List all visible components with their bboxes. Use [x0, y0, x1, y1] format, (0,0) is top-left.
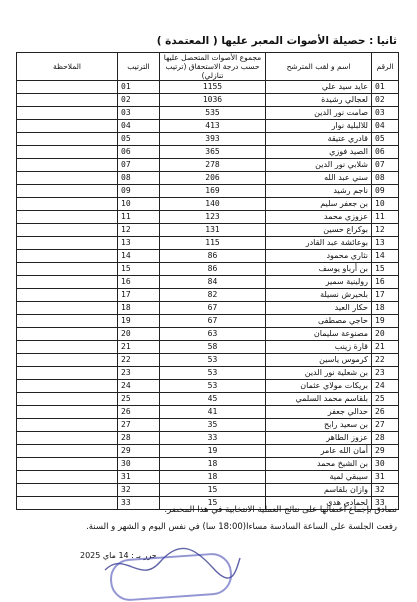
- note-cell: [17, 120, 118, 133]
- table-row: [17, 328, 399, 341]
- vote-count: 18: [160, 471, 266, 484]
- note-cell: [17, 445, 118, 458]
- table-row: [17, 419, 399, 432]
- row-number: 21: [372, 341, 399, 354]
- note-cell: [17, 458, 118, 471]
- table-row: [17, 471, 399, 484]
- vote-count: 53: [160, 354, 266, 367]
- row-number: 29: [372, 445, 399, 458]
- candidate-name: مصنوعة سليمان: [266, 328, 372, 341]
- row-number: 30: [372, 458, 399, 471]
- vote-count: 15: [160, 484, 266, 497]
- vote-count: 19: [160, 445, 266, 458]
- rank-value: 09: [118, 185, 160, 198]
- candidate-name: بوعائشة عبد القادر: [266, 237, 372, 250]
- row-number: 22: [372, 354, 399, 367]
- vote-count: 45: [160, 393, 266, 406]
- vote-count: 41: [160, 406, 266, 419]
- note-cell: [17, 302, 118, 315]
- rank-value: 03: [118, 107, 160, 120]
- row-number: 11: [372, 211, 399, 224]
- note-cell: [17, 159, 118, 172]
- rank-value: 19: [118, 315, 160, 328]
- table-row: [17, 146, 399, 159]
- row-number: 10: [372, 198, 399, 211]
- vote-count: 67: [160, 302, 266, 315]
- candidate-name: سيبقي لمية: [266, 471, 372, 484]
- table-row: [17, 198, 399, 211]
- table-row: [17, 276, 399, 289]
- rank-value: 12: [118, 224, 160, 237]
- note-cell: [17, 198, 118, 211]
- table-row: [17, 406, 399, 419]
- header-num: الرقم: [372, 53, 399, 81]
- candidate-name: سني عبد الله: [266, 172, 372, 185]
- table-row: [17, 263, 399, 276]
- table-row: [17, 445, 399, 458]
- note-cell: [17, 393, 118, 406]
- candidate-name: عزوزي محمد: [266, 211, 372, 224]
- header-note: الملاحظة: [17, 53, 118, 81]
- vote-count: 1155: [160, 81, 266, 94]
- vote-count: 18: [160, 458, 266, 471]
- table-row: [17, 237, 399, 250]
- rank-value: 08: [118, 172, 160, 185]
- candidate-name: بن الشيخ محمد: [266, 458, 372, 471]
- candidate-name: بن جعفر سليم: [266, 198, 372, 211]
- table-row: [17, 315, 399, 328]
- rank-value: 23: [118, 367, 160, 380]
- candidate-name: حدالي جعفر: [266, 406, 372, 419]
- vote-count: 58: [160, 341, 266, 354]
- rank-value: 17: [118, 289, 160, 302]
- row-number: 13: [372, 237, 399, 250]
- row-number: 25: [372, 393, 399, 406]
- row-number: 14: [372, 250, 399, 263]
- note-cell: [17, 315, 118, 328]
- official-stamp-icon: [109, 552, 234, 602]
- table-row: [17, 81, 399, 94]
- note-cell: [17, 276, 118, 289]
- table-row: [17, 380, 399, 393]
- rank-value: 20: [118, 328, 160, 341]
- date-line: حرر بـ : 14 ماي 2025: [80, 551, 157, 560]
- row-number: 07: [372, 159, 399, 172]
- note-cell: [17, 419, 118, 432]
- rank-value: 26: [118, 406, 160, 419]
- row-number: 27: [372, 419, 399, 432]
- vote-count: 15: [160, 497, 266, 510]
- row-number: 24: [372, 380, 399, 393]
- vote-count: 86: [160, 250, 266, 263]
- candidate-name: عزوز الطاهر: [266, 432, 372, 445]
- table-row: [17, 120, 399, 133]
- rank-value: 14: [118, 250, 160, 263]
- candidate-name: للالبلية نوار: [266, 120, 372, 133]
- candidate-name: بلقاسم محمد السلمي: [266, 393, 372, 406]
- footer-approval: نصادق بإجماع أعضائها على نتائج العملية الانتخابية في هذا المحضر.: [164, 505, 397, 515]
- table-row: [17, 224, 399, 237]
- rank-value: 21: [118, 341, 160, 354]
- row-number: 19: [372, 315, 399, 328]
- row-number: 06: [372, 146, 399, 159]
- row-number: 33: [372, 497, 399, 510]
- row-number: 23: [372, 367, 399, 380]
- rank-value: 10: [118, 198, 160, 211]
- row-number: 12: [372, 224, 399, 237]
- rank-value: 04: [118, 120, 160, 133]
- vote-count: 84: [160, 276, 266, 289]
- table-row: [17, 94, 399, 107]
- table-row: [17, 185, 399, 198]
- candidate-name: كرموس ياسين: [266, 354, 372, 367]
- vote-count: 53: [160, 380, 266, 393]
- row-number: 17: [372, 289, 399, 302]
- candidate-name: أمان الله عامر: [266, 445, 372, 458]
- table-row: [17, 393, 399, 406]
- note-cell: [17, 432, 118, 445]
- header-rank: الترتيب: [118, 53, 160, 81]
- candidate-name: ناجم رشيد: [266, 185, 372, 198]
- table-row: [17, 432, 399, 445]
- table-row: [17, 341, 399, 354]
- rank-value: 25: [118, 393, 160, 406]
- row-number: 15: [372, 263, 399, 276]
- note-cell: [17, 211, 118, 224]
- rank-value: 29: [118, 445, 160, 458]
- note-cell: [17, 224, 118, 237]
- note-cell: [17, 107, 118, 120]
- rank-value: 31: [118, 471, 160, 484]
- row-number: 01: [372, 81, 399, 94]
- note-cell: [17, 471, 118, 484]
- votes-table: [16, 52, 399, 510]
- vote-count: 140: [160, 198, 266, 211]
- row-number: 05: [372, 133, 399, 146]
- row-number: 08: [372, 172, 399, 185]
- note-cell: [17, 263, 118, 276]
- candidate-name: بن أرباو يوسف: [266, 263, 372, 276]
- row-number: 16: [372, 276, 399, 289]
- table-row: [17, 159, 399, 172]
- candidate-name: الصيد فوزي: [266, 146, 372, 159]
- rank-value: 15: [118, 263, 160, 276]
- candidate-name: وازان بلقاسم: [266, 484, 372, 497]
- vote-count: 86: [160, 263, 266, 276]
- rank-value: 33: [118, 497, 160, 510]
- candidate-name: نثاري محمود: [266, 250, 372, 263]
- rank-value: 05: [118, 133, 160, 146]
- rank-value: 22: [118, 354, 160, 367]
- row-number: 18: [372, 302, 399, 315]
- table-row: [17, 458, 399, 471]
- table-row: [17, 302, 399, 315]
- note-cell: [17, 94, 118, 107]
- note-cell: [17, 406, 118, 419]
- note-cell: [17, 146, 118, 159]
- row-number: 20: [372, 328, 399, 341]
- note-cell: [17, 497, 118, 510]
- candidate-name: بلحيرش نسيلة: [266, 289, 372, 302]
- table-row: [17, 289, 399, 302]
- vote-count: 131: [160, 224, 266, 237]
- rank-value: 28: [118, 432, 160, 445]
- note-cell: [17, 328, 118, 341]
- vote-count: 67: [160, 315, 266, 328]
- table-row: [17, 107, 399, 120]
- vote-count: 82: [160, 289, 266, 302]
- note-cell: [17, 354, 118, 367]
- candidate-name: بريكات مولاي عثمان: [266, 380, 372, 393]
- vote-count: 33: [160, 432, 266, 445]
- row-number: 03: [372, 107, 399, 120]
- rank-value: 11: [118, 211, 160, 224]
- vote-count: 413: [160, 120, 266, 133]
- note-cell: [17, 172, 118, 185]
- note-cell: [17, 341, 118, 354]
- table-row: [17, 484, 399, 497]
- table-row: [17, 172, 399, 185]
- rank-value: 30: [118, 458, 160, 471]
- candidate-name: قارة زينب: [266, 341, 372, 354]
- header-name: اسم و لقب المترشح: [266, 53, 372, 81]
- table-row: [17, 367, 399, 380]
- candidate-name: لعجالي رشيدة: [266, 94, 372, 107]
- vote-count: 365: [160, 146, 266, 159]
- note-cell: [17, 133, 118, 146]
- note-cell: [17, 250, 118, 263]
- note-cell: [17, 237, 118, 250]
- note-cell: [17, 185, 118, 198]
- candidate-name: شلابي نور الدين: [266, 159, 372, 172]
- vote-count: 35: [160, 419, 266, 432]
- rank-value: 07: [118, 159, 160, 172]
- rank-value: 01: [118, 81, 160, 94]
- section-heading: ثانيا : حصيلة الأصوات المعبر عليها ( المعتمدة ): [156, 35, 397, 47]
- note-cell: [17, 484, 118, 497]
- candidate-name: صامت نور الدين: [266, 107, 372, 120]
- candidate-name: بن سعيد رابح: [266, 419, 372, 432]
- vote-count: 278: [160, 159, 266, 172]
- row-number: 26: [372, 406, 399, 419]
- table-body: [17, 81, 399, 510]
- vote-count: 169: [160, 185, 266, 198]
- table-row: [17, 354, 399, 367]
- rank-value: 24: [118, 380, 160, 393]
- note-cell: [17, 289, 118, 302]
- vote-count: 115: [160, 237, 266, 250]
- vote-count: 206: [160, 172, 266, 185]
- candidate-name: رولينية سمير: [266, 276, 372, 289]
- vote-count: 1036: [160, 94, 266, 107]
- rank-value: 13: [118, 237, 160, 250]
- row-number: 02: [372, 94, 399, 107]
- table-row: [17, 250, 399, 263]
- rank-value: 06: [118, 146, 160, 159]
- table-row: [17, 211, 399, 224]
- vote-count: 63: [160, 328, 266, 341]
- row-number: 09: [372, 185, 399, 198]
- candidate-name: عايد سيد علي: [266, 81, 372, 94]
- vote-count: 535: [160, 107, 266, 120]
- candidate-name: حاجي مصطفى: [266, 315, 372, 328]
- row-number: 31: [372, 471, 399, 484]
- note-cell: [17, 367, 118, 380]
- note-cell: [17, 380, 118, 393]
- rank-value: 32: [118, 484, 160, 497]
- candidate-name: حكار العيد: [266, 302, 372, 315]
- footer-closing: رفعت الجلسة على الساعة السادسة مساءا(18:00 سا) في نفس اليوم و الشهر و السنة.: [86, 522, 397, 532]
- candidate-name: بن شعلية نور الدين: [266, 367, 372, 380]
- vote-count: 123: [160, 211, 266, 224]
- rank-value: 27: [118, 419, 160, 432]
- rank-value: 02: [118, 94, 160, 107]
- row-number: 28: [372, 432, 399, 445]
- candidate-name: قادري عتيقة: [266, 133, 372, 146]
- row-number: 04: [372, 120, 399, 133]
- header-votes: مجموع الأصوات المتحصل عليها حسب درجة الاستحقاق (ترتيب تنازلي): [160, 53, 266, 81]
- vote-count: 393: [160, 133, 266, 146]
- row-number: 32: [372, 484, 399, 497]
- note-cell: [17, 81, 118, 94]
- candidate-name: لحمادي هدى: [266, 497, 372, 510]
- table-header-row: [17, 53, 399, 81]
- vote-count: 53: [160, 367, 266, 380]
- candidate-name: بوكراع حسين: [266, 224, 372, 237]
- table-row: [17, 133, 399, 146]
- rank-value: 16: [118, 276, 160, 289]
- rank-value: 18: [118, 302, 160, 315]
